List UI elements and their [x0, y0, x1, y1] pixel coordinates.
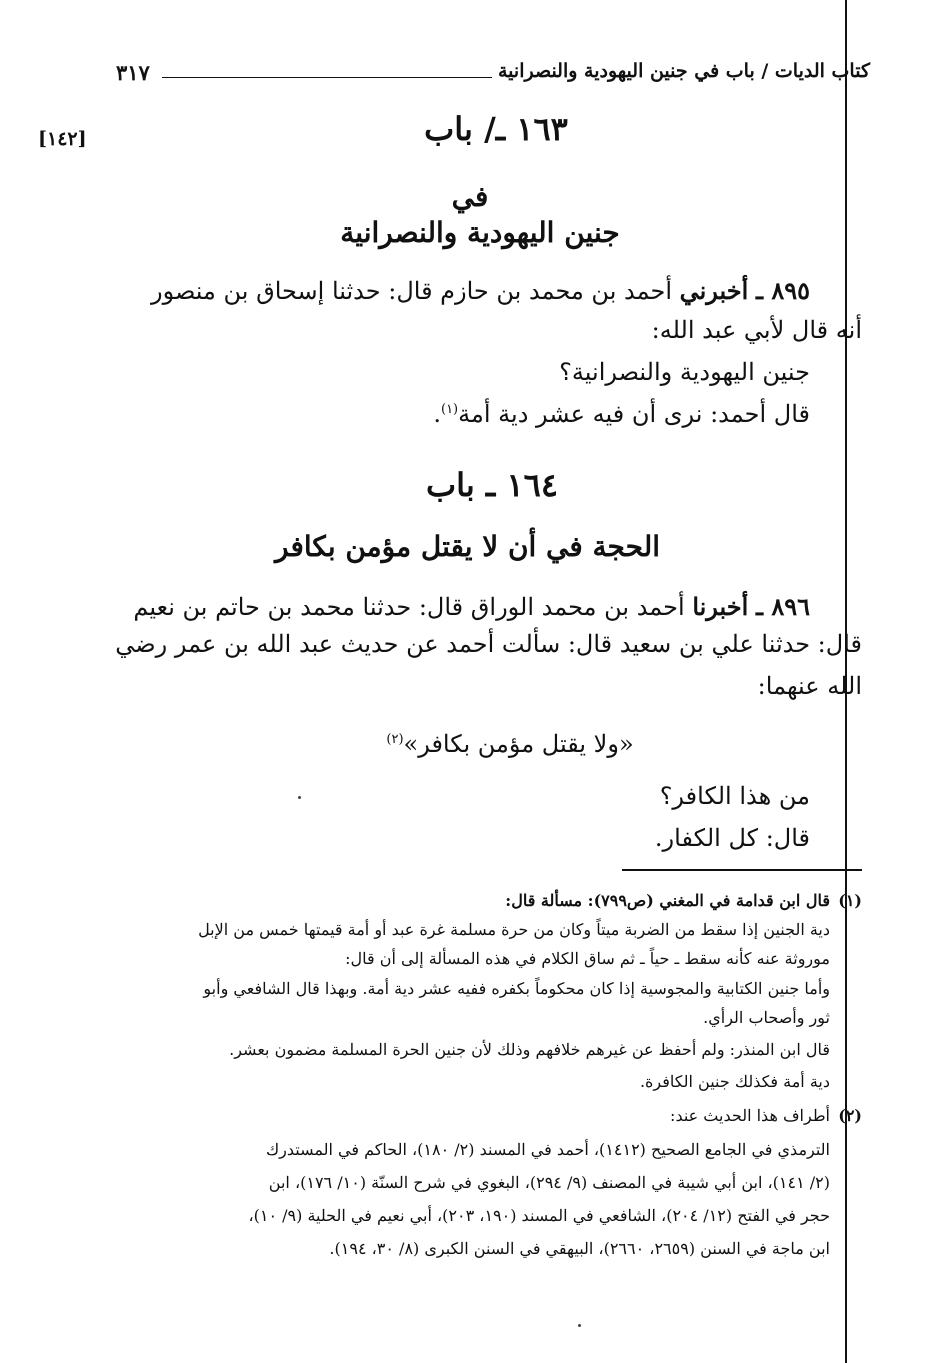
speck	[578, 1324, 581, 1327]
footnote-2-line: أطراف هذا الحديث عند:	[670, 1106, 830, 1125]
hadith-895-line1-text: أحمد بن محمد بن حازم قال: حدثنا إسحاق بن منصور	[151, 277, 672, 305]
footnote-2-line: (٢/ ١٤١)، ابن أبي شيبة في المصنف (٩/ ٢٩٤)، البغوي في شرح السنّة (١٠/ ١٧٦)، ابن	[268, 1173, 830, 1192]
page-number: ٣١٧	[116, 60, 150, 85]
hadith-896-line1	[133, 592, 810, 621]
section-163-line2: جنين اليهودية والنصرانية	[340, 216, 620, 249]
footnote-1-line: قال ابن قدامة في المغني (ص٧٩٩): مسألة قال:	[505, 891, 830, 910]
running-header-title: كتاب الديات / باب في جنين اليهودية والنصرانية	[498, 60, 870, 82]
hadith-895-number: ٨٩٥ ـ	[755, 276, 810, 305]
hadith-896-quote-line	[380, 730, 640, 758]
footnote-1-line: وأما جنين الكتابية والمجوسية إذا كان محكوماً بكفره ففيه عشر دية أمة. وبهذا قال الشافعي وأبو	[203, 979, 830, 998]
hadith-895-line2: أنه قال لأبي عبد الله:	[651, 316, 862, 344]
footnote-1-marker: (١)	[838, 891, 862, 910]
footnote-2-line: حجر في الفتح (١٢/ ٢٠٤)، الشافعي في المسند (١٩٠، ٢٠٣)، أبي نعيم في الحلية (٩/ ١٠)،	[248, 1206, 830, 1225]
section-163-title: ١٦٣ ـ/ باب	[424, 110, 568, 148]
margin-reference: [١٤٢]	[38, 128, 87, 150]
hadith-896-line5: من هذا الكافر؟	[659, 782, 810, 810]
footnote-1-line: قال ابن المنذر: ولم أحفظ عن غيرهم خلافهم وذلك لأن جنين الحرة المسلمة مضمون بعشر.	[229, 1040, 830, 1059]
footnote-1-line: ثور وأصحاب الرأي.	[703, 1008, 830, 1027]
hadith-895-line1	[151, 276, 810, 305]
hadith-896-line6: قال: كل الكفار.	[654, 824, 810, 852]
hadith-895-line4	[433, 400, 810, 428]
footnote-ref-1: (١)	[440, 402, 459, 417]
hadith-895-line3: جنين اليهودية والنصرانية؟	[559, 358, 810, 386]
hadith-896-lead: أخبرنا	[692, 592, 749, 621]
footnote-ref-2: (٢)	[386, 732, 404, 747]
hadith-896-number: ٨٩٦ ـ	[755, 592, 810, 621]
footnote-1-line: دية الجنين إذا سقط من الضربة ميتاً وكان من حرة مسلمة غرة عبد أو أمة قيمتها خمس من الإبل	[198, 920, 830, 939]
hadith-895-line4-end: .	[433, 400, 441, 428]
section-164-subtitle: الحجة في أن لا يقتل مؤمن بكافر	[275, 530, 660, 563]
hadith-896-line3: الله عنهما:	[757, 672, 862, 700]
header-rule	[162, 77, 492, 78]
footnote-2-line: ابن ماجة في السنن (٢٦٥٩، ٢٦٦٠)، البيهقي في السنن الكبرى (٨/ ٣٠، ١٩٤).	[329, 1239, 830, 1258]
section-163-line1: في	[451, 180, 489, 213]
hadith-895-line4-text: قال أحمد: نرى أن فيه عشر دية أمة	[458, 400, 810, 428]
hadith-896-quote: «ولا يقتل مؤمن بكافر»	[403, 730, 634, 758]
footnote-1-line: دية أمة فكذلك جنين الكافرة.	[639, 1072, 830, 1091]
footnote-2-marker: (٢)	[838, 1106, 862, 1125]
footnote-1-line: موروثة عنه كأنه سقط ـ حياً ـ ثم ساق الكلام في هذه المسألة إلى أن قال:	[345, 949, 830, 968]
hadith-896-line1-text: أحمد بن محمد الوراق قال: حدثنا محمد بن حاتم بن نعيم	[133, 593, 685, 621]
section-164-title: ١٦٤ ـ باب	[426, 466, 558, 504]
hadith-896-line2: قال: حدثنا علي بن سعيد قال: سألت أحمد عن حديث عبد الله بن عمر رضي	[115, 630, 862, 658]
speck	[298, 796, 301, 799]
footnote-2-line: الترمذي في الجامع الصحيح (١٤١٢)، أحمد في المسند (٢/ ١٨٠)، الحاكم في المستدرك	[265, 1140, 830, 1159]
footnote-separator	[622, 869, 862, 871]
hadith-895-lead: أخبرني	[679, 276, 749, 305]
